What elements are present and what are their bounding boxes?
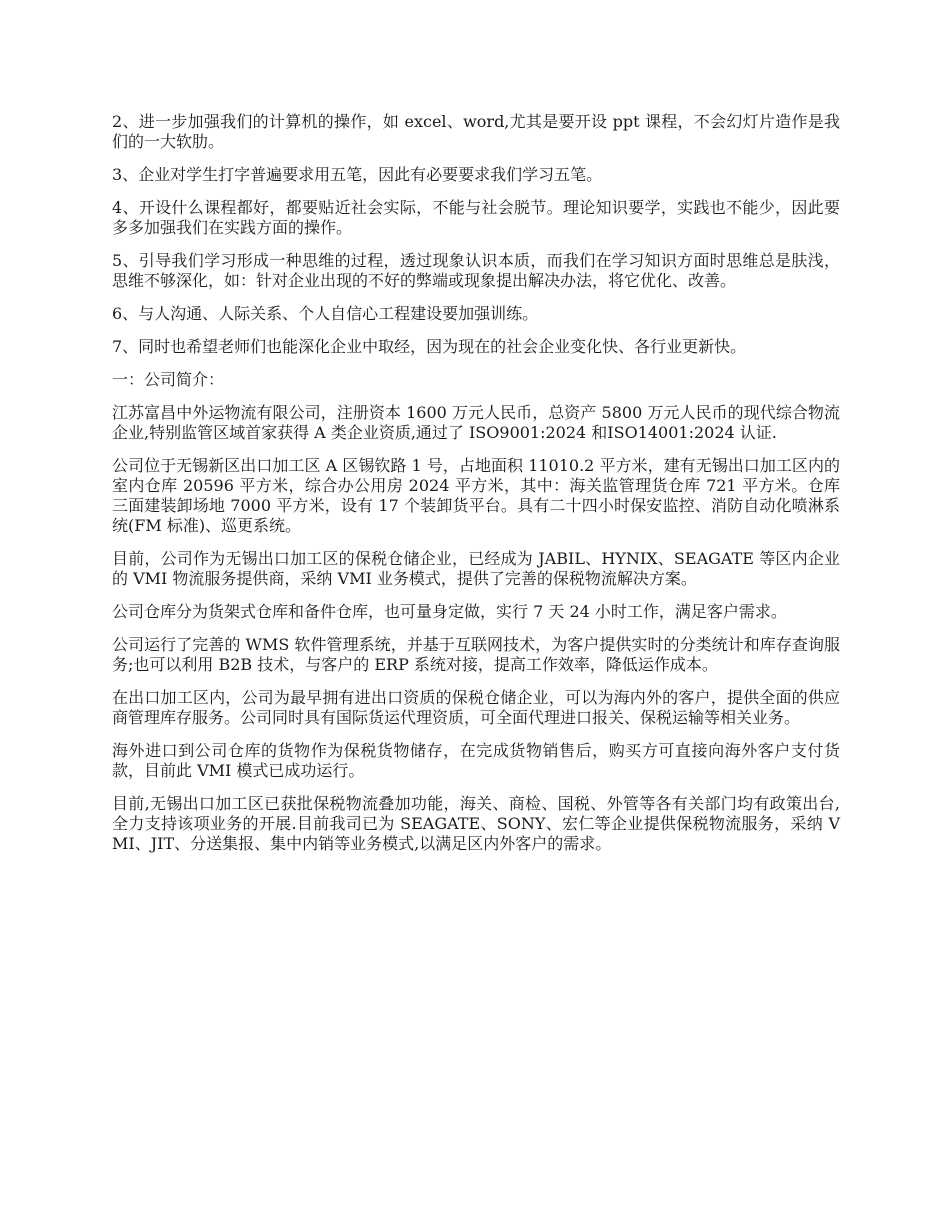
- paragraph-suggestion-4: 4、开设什么课程都好，都要贴近社会实际，不能与社会脱节。理论知识要学，实践也不能少，因此要多多加强我们在实践方面的操作。: [112, 198, 840, 237]
- paragraph-company-location: 公司位于无锡新区出口加工区 A 区锡钦路 1 号，占地面积 11010.2 平方米，建有无锡出口加工区内的室内仓库 20596 平方米，综合办公用房 2024 平方米，其中：海关监管理货仓库 721 平方米。仓库三面建装卸场地 7000 平方米，设有 17 个装卸货平台。具有二十四小时保安监控、消防自动化喷淋系统(FM 标准)、巡更系统。: [112, 456, 840, 535]
- paragraph-company-overview: 江苏富昌中外运物流有限公司，注册资本 1600 万元人民币，总资产 5800 万元人民币的现代综合物流企业,特别监管区域首家获得 A 类企业资质,通过了 ISO9001:2024 和ISO14001:2024 认证.: [112, 403, 840, 442]
- paragraph-suggestion-3: 3、企业对学生打字普遍要求用五笔，因此有必要要求我们学习五笔。: [112, 165, 603, 184]
- paragraph-warehouse-types: 公司仓库分为货架式仓库和备件仓库，也可量身定做，实行 7 天 24 小时工作，满足客户需求。: [112, 602, 787, 621]
- paragraph-bonded-warehouse: 目前，公司作为无锡出口加工区的保税仓储企业，已经成为 JABIL、HYNIX、SEAGATE 等区内企业的 VMI 物流服务提供商，采纳 VMI 业务模式，提供了完善的保税物流解决方案。: [112, 549, 840, 588]
- paragraph-suggestion-7: 7、同时也希望老师们也能深化企业中取经，因为现在的社会企业变化快、各行业更新快。: [112, 337, 747, 356]
- paragraph-suggestion-6: 6、与人沟通、人际关系、个人自信心工程建设要加强训练。: [112, 304, 539, 323]
- paragraph-suggestion-2: 2、进一步加强我们的计算机的操作，如 excel、word,尤其是要开设 ppt 课程，不会幻灯片造作是我们的一大软肋。: [112, 112, 840, 151]
- paragraph-suggestion-5: 5、引导我们学习形成一种思维的过程，透过现象认识本质，而我们在学习知识方面时思维总是肤浅，思维不够深化，如：针对企业出现的不好的弊端或现象提出解决办法，将它优化、改善。: [112, 251, 840, 290]
- paragraph-wms-system: 公司运行了完善的 WMS 软件管理系统，并基于互联网技术，为客户提供实时的分类统计和库存查询服务;也可以利用 B2B 技术，与客户的 ERP 系统对接，提高工作效率，降低运作成本。: [112, 635, 840, 674]
- paragraph-import-storage: 海外进口到公司仓库的货物作为保税货物储存，在完成货物销售后，购买方可直接向海外客户支付货款，目前此 VMI 模式已成功运行。: [112, 741, 840, 780]
- section-heading-company-intro: 一：公司简介：: [112, 370, 225, 389]
- paragraph-bonded-logistics: 目前,无锡出口加工区已获批保税物流叠加功能，海关、商检、国税、外管等各有关部门均有政策出台,全力支持该项业务的开展.目前我司已为 SEAGATE、SONY、宏仁等企业提供保税物流服务，采纳 VMI、JIT、分送集报、集中内销等业务模式,以满足区内外客户的需求。: [112, 794, 840, 853]
- document-body: [112, 112, 840, 867]
- paragraph-export-zone: 在出口加工区内，公司为最早拥有进出口资质的保税仓储企业，可以为海内外的客户，提供全面的供应商管理库存服务。公司同时具有国际货运代理资质，可全面代理进口报关、保税运输等相关业务。: [112, 688, 840, 727]
